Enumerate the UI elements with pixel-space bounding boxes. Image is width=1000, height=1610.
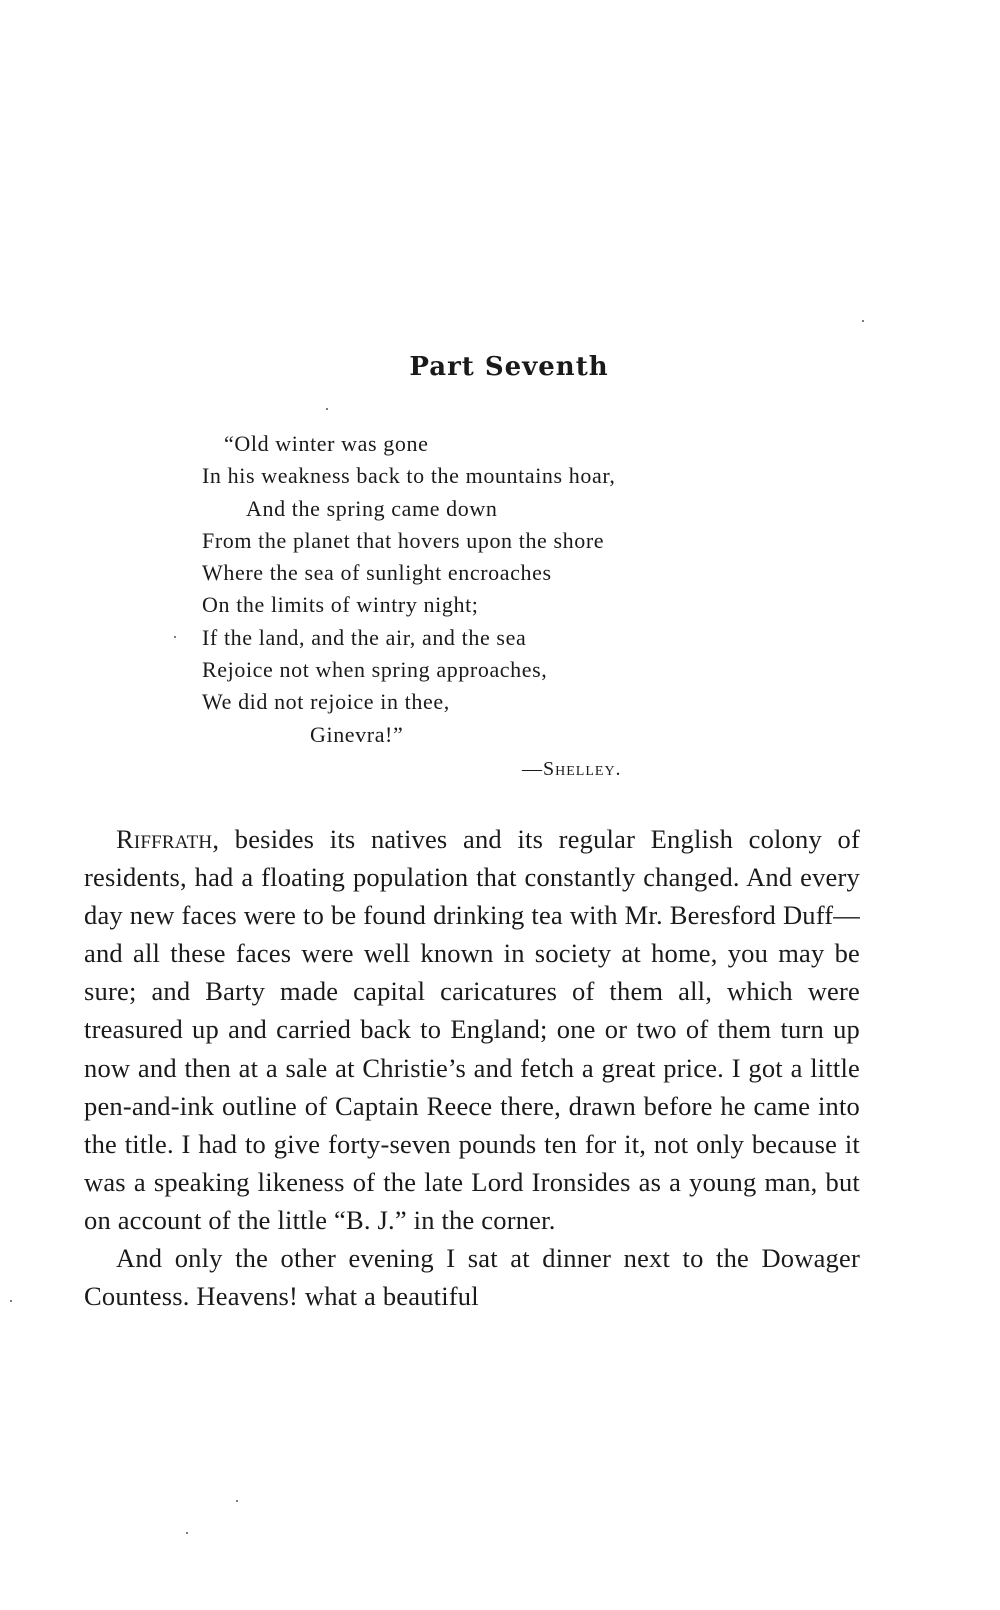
poem-line: Where the sea of sunlight encroaches xyxy=(202,560,552,586)
body-text xyxy=(84,820,860,1315)
poem-line: And the spring came down xyxy=(246,495,498,521)
epigraph-poem xyxy=(202,428,802,751)
paragraph-text: besides its natives and its regular English colony of residents, had a floating population that constantly changed. And every day new faces were to be found drinking tea with Mr. Beresford Duff—and all these faces were well known in society at home, you may be sure; and Barty made capital caricatures of them all, which were treasured up and carried back to England; one or two of them turn up now and then at a sale at Christie’s and fetch a great price. I got a little pen-and-ink outline of Captain Reece there, drawn before he came into the title. I had to give forty-seven pounds ten for it, not only because it was a speaking likeness of the late Lord Ironsides as a young man, but on account of the little “B. J.” in the corner. xyxy=(84,824,860,1235)
print-speck xyxy=(174,636,176,638)
poem-line: On the limits of wintry night; xyxy=(202,592,479,618)
attribution-dash: — xyxy=(522,758,543,780)
poem-line: Rejoice not when spring approaches, xyxy=(202,657,548,683)
paragraph-lead-word: Riffrath, xyxy=(116,824,220,854)
poem-line: Ginevra!” xyxy=(310,721,404,747)
attribution-author: Shelley. xyxy=(543,758,622,780)
paragraph: And only the other evening I sat at dinner next to the Dowager Countess. Heavens! what a beautiful xyxy=(84,1243,860,1312)
print-speck xyxy=(10,1300,12,1302)
part-title: Part Seventh xyxy=(409,352,609,382)
print-speck xyxy=(186,1532,188,1534)
poem-line: We did not rejoice in thee, xyxy=(202,689,450,715)
print-speck xyxy=(236,1500,238,1502)
poem-attribution xyxy=(522,758,622,781)
poem-line: From the planet that hovers upon the shore xyxy=(202,527,605,553)
poem-line: If the land, and the air, and the sea xyxy=(202,624,527,650)
print-speck xyxy=(326,408,328,410)
print-speck xyxy=(862,320,864,322)
paragraph xyxy=(84,820,860,1239)
poem-line: “Old winter was gone xyxy=(224,431,429,456)
poem-line: In his weakness back to the mountains hoar, xyxy=(202,463,616,489)
